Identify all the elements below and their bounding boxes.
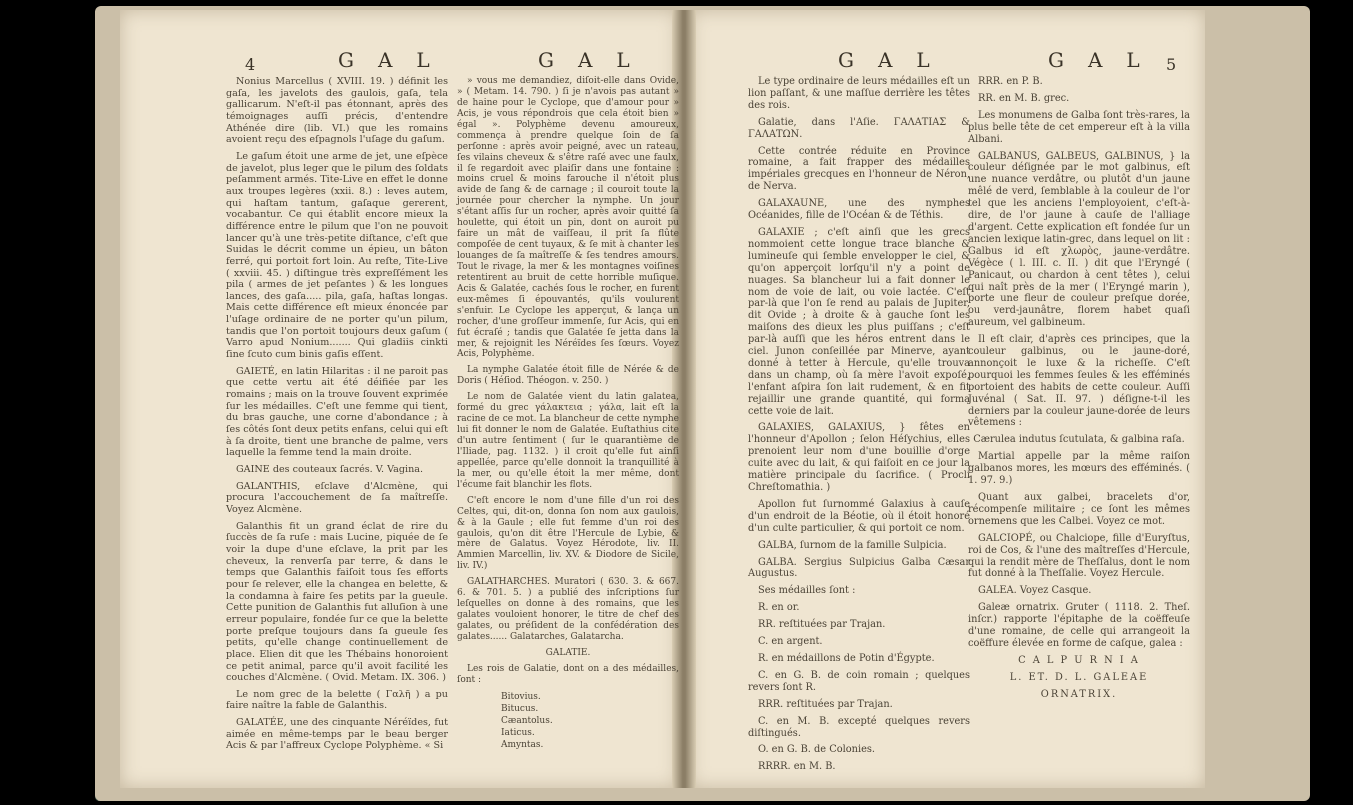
- paragraph: C. en M. B. excepté quelques revers diſtingués.: [748, 715, 970, 739]
- paragraph: GALBA, ſurnom de la famille Sulpicia.: [758, 539, 947, 551]
- list-item: Bitucus.: [501, 703, 539, 714]
- paragraph: Il eſt clair, d'après ces principes, que la couleur galbinus, ou le jaune-doré, annonçoit le luxe & la richeſſe. C'eſt pourquoi les femmes ſeules & les efféminés portoient des habits de cette couleur. Auſſi Juvénal ( Sat. II. 97. ) déſigne-t-il les derniers par la couleur jaune-dorée de leurs vêtemens :: [968, 334, 1190, 429]
- paragraph: R. en médaillons de Potin d'Égypte.: [758, 652, 935, 664]
- paragraph: GALAXIE ; c'eſt ainſi que les grecs nommoient cette longue trace blanche & lumineuſe qui ſemble envelopper le ciel, & qu'on apperçoit lorſqu'il n'y a point de nuages. Sa blancheur lui a fait donner le nom de voie de lait, ou voie lactée. C'eſt par-là que l'on ſe rend au palais de Jupiter, dit Ovide ; à droite & à gauche ſont les maiſons des dieux les plus puiſſans ; c'eſt par-là auſſi que les héros entrent dans le ciel. Junon conſeillée par Minerve, ayant donné à tetter à Hercule, qu'elle trouva dans un champ, où ſa mère l'avoit expoſé, l'enfant aſpira ſon lait rudement, & en fit rejaillir une grande quantité, qui forma cette voie de lait.: [748, 226, 970, 417]
- paragraph: C. en argent.: [758, 636, 823, 648]
- inscription-line: ORNATRIX.: [1040, 688, 1118, 700]
- paragraph: GALATÉE, une des cinquante Néréïdes, fut aimée en même-temps par le beau berger Acis & par l'affreux Cyclope Polyphème. « Si: [226, 717, 448, 752]
- paragraph: Galeæ ornatrix. Gruter ( 1118. 2. Theſ. inſcr.) rapporte l'épitaphe de la coëffeuſe d'une romaine, de celle qui arrangeoit la coëffure élevée en forme de caſque, galea :: [968, 602, 1190, 649]
- paragraph: GALBANUS, GALBEUS, GALBINUS, } la couleur déſignée par le mot galbinus, eſt une nuance verdâtre, ou plutôt d'un jaune mêlé de verd, ſemblable à la couleur de l'or tel que les anciens l'employoient, c'eſt-à-dire, de l'or jaune à cauſe de l'alliage d'argent. Cette explication eſt fondée ſur un ancien lexique latin-grec, dans lequel on lit : Galbus id eſt χλωρὸς, jaune-verdâtre. Végèce ( l. III. c. II. ) dit que l'Eryngé ( Panicaut, ou chardon à cent têtes ), celui qui naît près de la mer ( l'Eryngé marin ), porte une fleur de couleur preſque dorée, ou verd-jaunâtre, florem habet quaſi aureum, vel galbineum.: [968, 150, 1190, 329]
- verse-quote: Cærulea indutus ſcutulata, & galbina raſa.: [973, 434, 1185, 446]
- paragraph: La nymphe Galatée étoit fille de Nérée & de Doris ( Héſiod. Théogon. v. 250. ): [457, 365, 679, 387]
- running-header-right-b: GAL: [1048, 48, 1164, 72]
- paragraph: GALANTHIS, eſclave d'Alcmène, qui procura l'accouchement de ſa maîtreſſe. Voyez Alcmène.: [226, 480, 448, 515]
- paragraph: GALATHARCHES. Muratori ( 630. 3. & 667. 6. & 701. 5. ) a publié des inſcriptions ſur leſquelles on donne à des romains, que les galates vouloient honorer, le titre de chef des galates, ou préſident de la confédération des galates...... Galatarches, Galatarcha.: [457, 577, 679, 642]
- paragraph: O. en G. B. de Colonies.: [758, 744, 876, 756]
- paragraph: Apollon fut ſurnommé Galaxius à cauſe d'un endroit de la Béotie, où il étoit honoré d'un culte particulier, & qui portoit ce nom.: [748, 498, 970, 534]
- paragraph: Les rois de Galatie, dont on a des médailles, ſont :: [457, 663, 679, 685]
- paragraph: C. en G. B. de coin romain ; quelques revers ſont R.: [748, 669, 970, 693]
- paragraph: GALCIOPÉ, ou Chalciope, fille d'Euryſtus, roi de Cos, & l'une des maîtreſſes d'Hercule, qui la rendit mère de Theſſalus, dont le nom fut donné à la Theſſalie. Voyez Hercule.: [968, 532, 1190, 580]
- inscription-line: L. ET. D. L. GALEAE: [1009, 671, 1149, 683]
- paragraph: Quant aux galbei, bracelets d'or, récompenſe militaire ; ce ſont les mêmes ornemens que les Calbei. Voyez ce mot.: [968, 492, 1190, 527]
- paragraph: Galanthis fit un grand éclat de rire du ſuccès de ſa ruſe : mais Lucine, piquée de ſe voir la dupe d'une eſclave, la prit par les cheveux, la renverſa par terre, & dans le temps que Galanthis faiſoit tous ſes efforts pour ſe relever, elle la changea en belette, & la condamna à faire ſes petits par la gueule. Cette punition de Galanthis fut alluſion à une erreur populaire, fondée ſur ce que la belette porte preſque toujours dans ſa gueule ſes petits, qu'elle change continuellement de place. Elien dit que les Thébains honoroient ce petit animal, parce qu'il avoit facilité les couches d'Alcmène. ( Ovid. Metam. IX. 306. ): [226, 520, 448, 684]
- paragraph: Les monumens de Galba ſont très-rares, la plus belle tête de cet empereur eſt à la villa Albani.: [968, 109, 1190, 145]
- list-item: Cæantolus.: [501, 715, 553, 726]
- paragraph: Cette contrée réduite en Province romaine, a fait frapper des médailles impériales grecques en l'honneur de Néron, de Nerva.: [748, 145, 970, 193]
- paragraph: C'eſt encore le nom d'une fille d'un roi des Celtes, qui, dit-on, donna ſon nom aux gaulois, & à la Gaule ; elle fut femme d'un roi des gaulois, qu'on dit être l'Hercule de Lybie, & mère de Galatus. Voyez Hérodote, liv. II. Ammien Marcellin, liv. XV. & Diodore de Sicile, liv. IV.): [457, 495, 679, 572]
- column-4: [968, 76, 1190, 706]
- paragraph: GALBA. Sergius Sulpicius Galba Cæsar Augustus.: [748, 556, 970, 580]
- list-item: Amyntas.: [501, 739, 544, 750]
- paragraph: RR. reſtituées par Trajan.: [758, 619, 886, 631]
- paragraph: Le nom de Galatée vient du latin galatea, formé du grec γάλακτεια ; γάλα, lait eſt la racine de ce mot. La blancheur de cette nymphe lui fit donner le nom de Galatée. Euſtathius cite d'un autre ſentiment ( ſur le quarantième de l'Iliade, pag. 1132. ) il croit qu'elle fut ainſi appellée, parce qu'elle donnoit la tranquillité à la mer, ou qu'elle étoit la mer même, dont l'écume fait blanchir les flots.: [457, 392, 679, 490]
- paragraph: RRR. en P. B.: [978, 76, 1043, 87]
- paragraph: Le gaſum étoit une arme de jet, une eſpèce de javelot, plus leger que le pilum des ſoldats peſamment armés. Tite-Live en effet le donne aux troupes legères (xxii. 8.) : leves autem, qui haſtam tantum, gaſaque gererent, vocabantur. Ce qui établit encore mieux la différence entre le pilum que l'on ne pouvoit lancer qu'à une très-petite diſtance, c'eſt que Suidas le décrit comme un épieu, un bâton ferré, qui portoit fort loin. Au reſte, Tite-Live ( xxviii. 45. ) diſtingue très expreſſément les pila ( armes de jet peſantes ) & les longues lances, des gaſa..... pila, gaſa, haſtas longas. Mais cette différence eſt mieux énoncée par l'uſage ordinaire de ne porter qu'un pilum, tandis que l'on portoit toujours deux gaſum ( Varro apud Nonium....... Qui gladiis cinkti ſine ſcuto cum binis gaſis eſſent.: [226, 150, 448, 361]
- paragraph: R. en or.: [758, 602, 800, 614]
- paragraph: GALAXAUNE, une des nymphes Océanides, fille de l'Océan & de Téthis.: [748, 198, 970, 222]
- list-item: Iaticus.: [501, 727, 535, 738]
- paragraph: RR. en M. B. grec.: [978, 92, 1070, 104]
- paragraph: Ses médailles ſont :: [758, 585, 856, 597]
- paragraph: GALEA. Voyez Casque.: [978, 585, 1092, 597]
- paragraph: » vous me demandiez, diſoit-elle dans Ovide, » ( Metam. 14. 790. ) ſi je n'avois pas autant » de haine pour le Cyclope, que d'amour pour » Acis, je vous répondrois que cela étoit bien » égal ». Polyphème devenu amoureux, commença à prendre quelque ſoin de ſa perſonne : après avoir peigné, avec un rateau, ſes vilains cheveux & s'être raſé avec une faulx, il ſe regardoit avec plaiſir dans une fontaine : moins cruel & moins farouche il n'étoit plus avide de ſang & de carnage ; il couroit toute la journée pour chercher la nymphe. Un jour s'étant aſſis ſur un rocher, après avoir quitté ſa houlette, qui étoit un pin, dont on auroit pu faire un mât de vaiſſeau, il prit ſa flûte compoſée de cent tuyaux, & ſe mit à chanter les louanges de ſa maîtreſſe & ſes tendres amours. Tout le rivage, la mer & les montagnes voiſines retentirent au bruit de cette horrible muſique. Acis & Galatée, cachés ſous le rocher, en furent eux-mêmes ſi épouvantés, qu'ils voulurent s'enfuir. Le Cyclope les apperçut, & lança un rocher, d'une groſſeur immenſe, ſur Acis, qui en fut écraſé ; tandis que Galatée ſe jetta dans la mer, & rejoignit les Néréïdes ſes ſœurs. Voyez Acis, Polyphème.: [457, 76, 679, 360]
- paragraph: GAIETÉ, en latin Hilaritas : il ne paroit pas que cette vertu ait été déifiée par les romains ; mais on la trouve ſouvent exprimée ſur les médailles. C'eſt une femme qui tient, du bras gauche, une corne d'abondance ; à ſes côtés ſont deux petits enfans, celui qui eſt à ſa droite, tient une branche de palme, vers laquelle la femme tend la main droite.: [226, 365, 448, 459]
- column-1: [226, 76, 448, 757]
- section-heading: GALATIE.: [545, 647, 591, 658]
- page-number-left: 4: [245, 55, 256, 74]
- paragraph: Martial appelle par la même raiſon galbanos mores, les mœurs des efféminés. ( 1. 97. 9.): [968, 451, 1190, 487]
- inscription-line: C A L P U R N I A: [1018, 654, 1140, 666]
- king-list: [501, 691, 679, 751]
- paragraph: Le type ordinaire de leurs médailles eſt un lion paſſant, & une maſſue derrière les têtes des rois.: [748, 76, 970, 111]
- paragraph: Galatie, dans l'Aſie. ΓΑΛΑΤΙΑΣ & ΓΑΛΑΤΩΝ.: [748, 116, 970, 140]
- list-item: Bitovius.: [501, 691, 541, 702]
- column-2: [457, 76, 679, 757]
- paragraph: GAINE des couteaux ſacrés. V. Vagina.: [236, 464, 424, 475]
- paragraph: RRRR. en M. B.: [758, 761, 836, 773]
- running-header-right: GAL: [838, 48, 954, 72]
- running-header-left: GAL: [338, 48, 454, 72]
- paragraph: Nonius Marcellus ( XVIII. 19. ) définit les gaſa, les javelots des gaulois, gaſa, tela gallicarum. N'eſt-il pas étonnant, après des témoignages auſſi précis, d'entendre Athénée dire (lib. VI.) que les romains avoient reçu des eſpagnols l'uſage du gaſum.: [226, 76, 448, 146]
- paragraph: Le nom grec de la belette ( Γαλῆ ) a pu faire naître la fable de Galanthis.: [226, 688, 448, 712]
- page-number-right: 5: [1166, 55, 1177, 74]
- column-3: [748, 76, 970, 778]
- running-header-left-b: GAL: [538, 48, 654, 72]
- paragraph: RRR. reſtituées par Trajan.: [758, 698, 893, 710]
- paragraph: GALAXIES, GALAXIUS, } fêtes en l'honneur d'Apollon ; ſelon Héſychius, elles prenoient leur nom d'une bouillie d'orge cuite avec du lait, & qui faiſoit en ce jour la matière principale du ſacrifice. ( Procli Chreſtomathia. ): [748, 422, 970, 493]
